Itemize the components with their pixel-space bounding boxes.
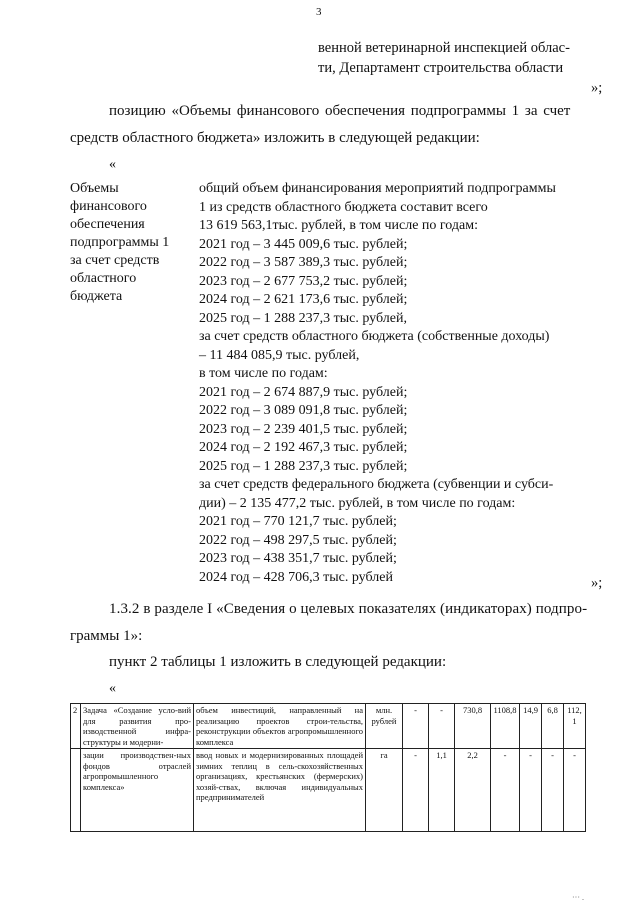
indicators-table xyxy=(70,703,586,832)
value-line: за счет средств областного бюджета (собственные доходы) xyxy=(199,329,550,344)
value-cell: 1108,8 xyxy=(491,704,520,749)
value-cell: - xyxy=(564,749,586,832)
value-line: 2024 год – 428 706,3 тыс. рублей xyxy=(199,569,393,585)
table-row xyxy=(71,704,586,749)
value-line: 13 619 563,1тыс. рублей, в том числе по годам: xyxy=(199,218,478,233)
value-line: 2022 год – 3 089 091,8 тыс. рублей; xyxy=(199,403,408,418)
value-line: 2023 год – 2 239 401,5 тыс. рублей; xyxy=(199,421,408,437)
unit-cell: млн. рублей xyxy=(366,704,403,749)
task-cell: Задача «Создание усло-вий для развития про-изводственной инфра-структуры и модерни- xyxy=(81,704,194,749)
closing-quote-2: »; xyxy=(591,575,603,591)
value-cell: - xyxy=(542,749,564,832)
value-cell: - xyxy=(520,749,542,832)
closing-quote: »; xyxy=(591,80,603,96)
paragraph-line-1: позицию «Объемы финансового обеспечения подпрограммы 1 за счет xyxy=(109,103,571,119)
header-line-2: ти, Департамент строительства области xyxy=(318,60,564,76)
position-value xyxy=(199,180,556,587)
value-line: 2023 год – 438 351,7 тыс. рублей; xyxy=(199,551,397,566)
value-line: за счет средств федерального бюджета (субвенции и субси- xyxy=(199,477,554,492)
value-line: 2021 год – 2 674 887,9 тыс. рублей; xyxy=(199,384,408,400)
value-line: 2021 год – 3 445 009,6 тыс. рублей; xyxy=(199,236,408,252)
value-line: 2022 год – 498 297,5 тыс. рублей; xyxy=(199,532,397,548)
value-line: 2024 год – 2 621 173,6 тыс. рублей; xyxy=(199,292,408,307)
instruction-line: пункт 2 таблицы 1 изложить в следующей редакции: xyxy=(109,654,447,670)
value-line: – 11 484 085,9 тыс. рублей, xyxy=(199,347,360,363)
value-line: 2021 год – 770 121,7 тыс. рублей; xyxy=(199,514,397,529)
label-line: Объемы xyxy=(70,181,119,196)
value-line: общий объем финансирования мероприятий подпрограммы xyxy=(199,181,556,196)
page-number: 3 xyxy=(316,6,322,18)
task-cell: зации производствен-ных фондов отраслей агропромышленного комплекса» xyxy=(81,749,194,832)
scan-mark: ··· . xyxy=(572,893,584,902)
value-line: 2022 год – 3 587 389,3 тыс. рублей; xyxy=(199,255,408,270)
label-line: за счет средств xyxy=(70,253,160,268)
value-cell: - xyxy=(403,704,429,749)
value-line: 2023 год – 2 677 753,2 тыс. рублей; xyxy=(199,273,408,289)
label-line: подпрограммы 1 xyxy=(70,235,170,250)
value-line: в том числе по годам: xyxy=(199,366,328,381)
label-line: бюджета xyxy=(70,289,123,304)
section-line-2: граммы 1»: xyxy=(70,628,143,644)
value-cell: 14,9 xyxy=(520,704,542,749)
row-number-empty xyxy=(71,749,81,832)
value-line: дии) – 2 135 477,2 тыс. рублей, в том числе по годам: xyxy=(199,495,516,511)
row-number: 2 xyxy=(71,704,81,749)
value-cell: 112,1 xyxy=(564,704,586,749)
value-cell: - xyxy=(429,704,455,749)
unit-cell: га xyxy=(366,749,403,832)
value-line: 2024 год – 2 192 467,3 тыс. рублей; xyxy=(199,440,408,455)
label-line: областного xyxy=(70,271,137,286)
value-cell: 2,2 xyxy=(455,749,491,832)
indicator-cell: ввод новых и модернизированных площадей зимних теплиц в сель-скохозяйственных организациях, крестьянских (фермерских) хозяй-ствах, включая индивидуальных предпринимателей xyxy=(194,749,366,832)
value-cell: - xyxy=(403,749,429,832)
paragraph-line-2: средств областного бюджета» изложить в следующей редакции: xyxy=(70,130,480,146)
table-row xyxy=(71,749,586,832)
value-line: 1 из средств областного бюджета составит всего xyxy=(199,199,488,215)
value-line: 2025 год – 1 288 237,3 тыс. рублей; xyxy=(199,458,408,474)
position-label xyxy=(70,180,169,306)
opening-quote-2: « xyxy=(109,681,116,696)
value-line: 2025 год – 1 288 237,3 тыс. рублей, xyxy=(199,310,407,326)
value-cell: 1,1 xyxy=(429,749,455,832)
value-cell: 730,8 xyxy=(455,704,491,749)
opening-quote: « xyxy=(109,157,116,172)
header-line-1: венной ветеринарной инспекцией облас- xyxy=(318,40,570,56)
label-line: финансового xyxy=(70,199,147,214)
indicator-cell: объем инвестиций, направленный на реализацию проектов строи-тельства, реконструкции объектов агропромышленного комплекса xyxy=(194,704,366,749)
value-cell: - xyxy=(491,749,520,832)
value-cell: 6,8 xyxy=(542,704,564,749)
section-line-1: 1.3.2 в разделе I «Сведения о целевых показателях (индикаторах) подпро- xyxy=(109,601,588,617)
label-line: обеспечения xyxy=(70,217,145,232)
